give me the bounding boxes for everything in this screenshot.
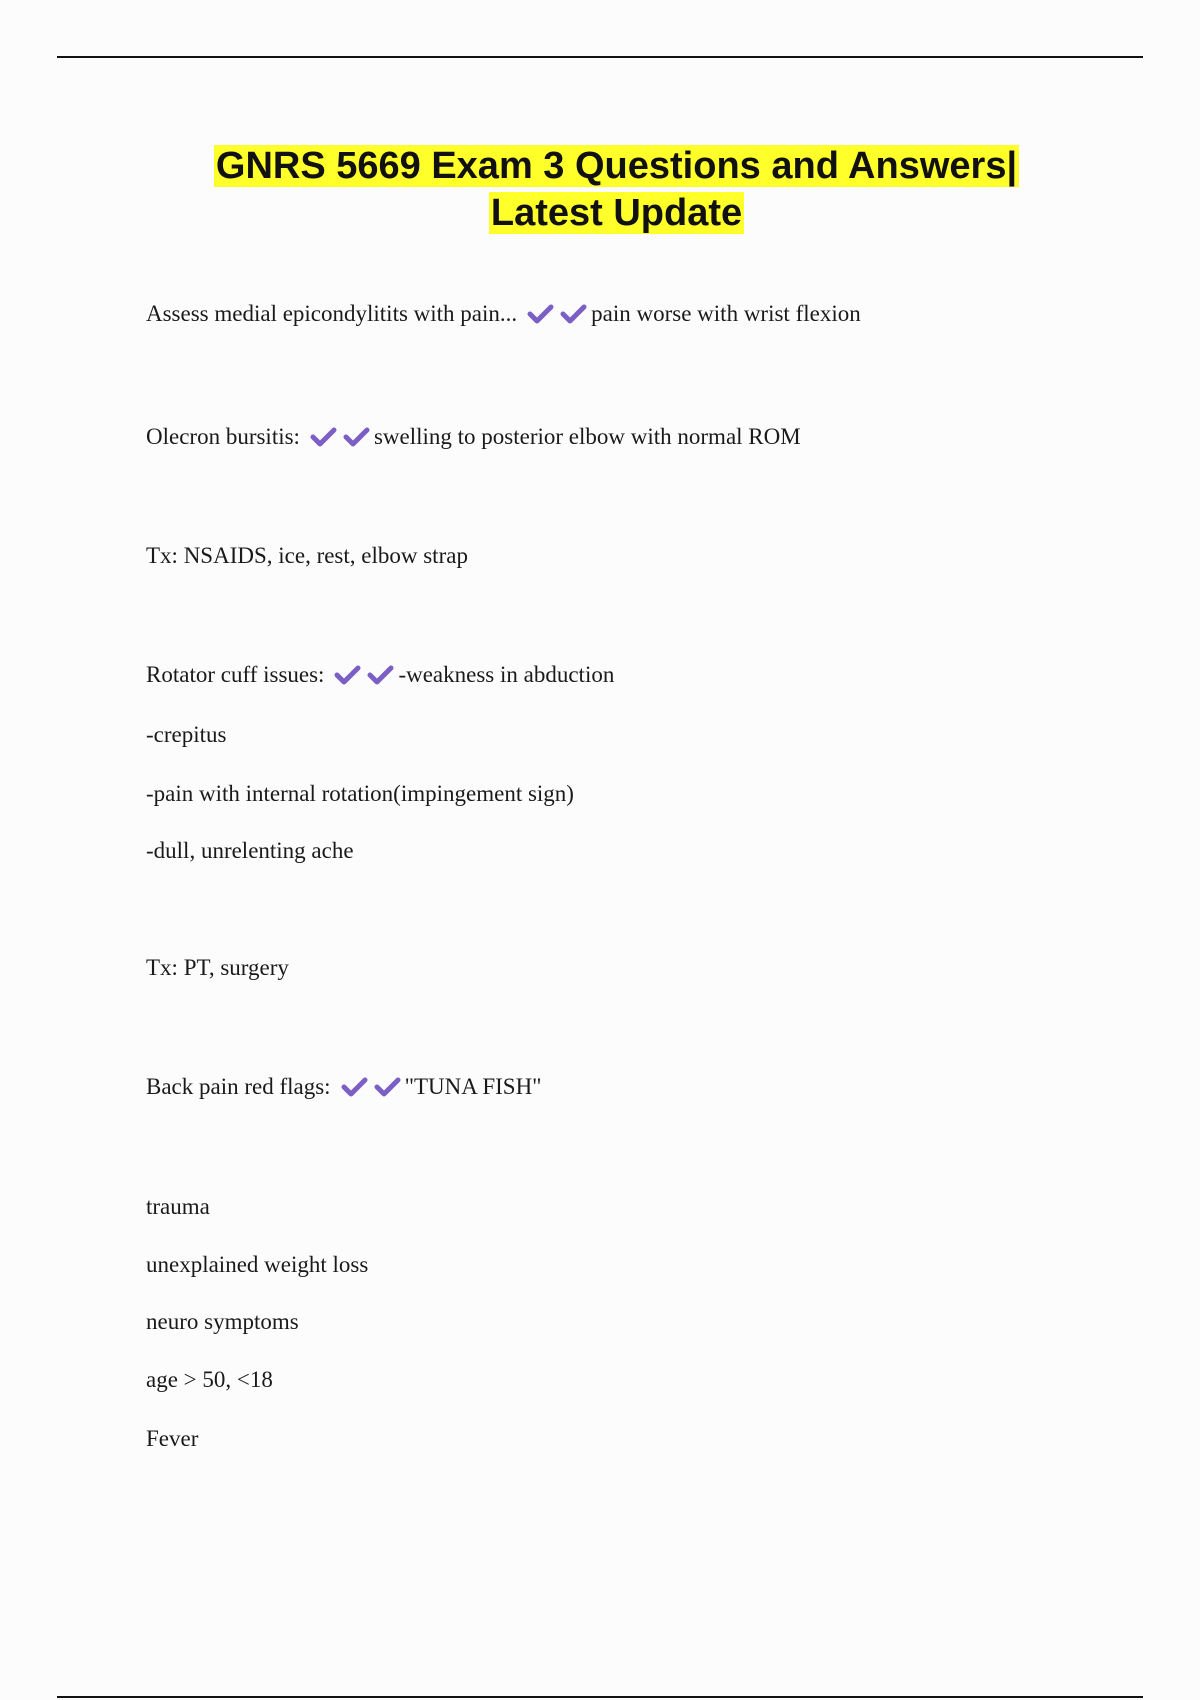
question-text: Back pain red flags: [146,1074,331,1099]
line-text: unexplained weight loss [146,1252,369,1277]
qa-item-medial-epicondylitis [146,300,861,328]
double-check-icons [334,664,394,686]
double-check-icons [341,1076,401,1098]
line-text: -dull, unrelenting ache [146,838,354,863]
question-text: Assess medial epicondylitits with pain... [146,301,518,326]
check-icon [343,426,370,448]
line-text: Fever [146,1426,199,1451]
check-icon [527,303,554,325]
check-icon [341,1076,368,1098]
line-text: age > 50, <18 [146,1367,273,1392]
text-line [146,1308,299,1336]
question-text: Olecron bursitis: [146,424,300,449]
check-icon [367,664,394,686]
line-text: neuro symptoms [146,1309,299,1334]
line-text: -crepitus [146,722,227,747]
top-rule [57,56,1143,58]
line-text: Tx: NSAIDS, ice, rest, elbow strap [146,543,468,568]
text-line [146,1425,198,1453]
text-line [146,1251,368,1279]
bottom-rule [57,1696,1143,1698]
answer-text: "TUNA FISH" [404,1074,542,1099]
double-check-icons [310,426,370,448]
text-line [146,837,354,865]
line-text: trauma [146,1194,210,1219]
line-text: Tx: PT, surgery [146,955,289,980]
text-line [146,721,226,749]
answer-text: -weakness in abduction [398,662,615,687]
check-icon [374,1076,401,1098]
qa-item-rotator-cuff [146,661,614,689]
answer-text: swelling to posterior elbow with normal ROM [373,424,801,449]
qa-item-olecron-bursitis [146,423,801,451]
answer-text: pain worse with wrist flexion [591,301,861,326]
text-line [146,780,574,808]
question-text: Rotator cuff issues: [146,662,325,687]
double-check-icons [527,303,587,325]
text-line [146,1366,273,1394]
title-line-1: GNRS 5669 Exam 3 Questions and Answers| [215,145,1018,187]
title-line-2: Latest Update [490,192,743,234]
line-text: -pain with internal rotation(impingement sign) [146,781,574,806]
text-line [146,954,289,982]
document-title [0,143,1200,237]
text-line [146,542,468,570]
qa-item-back-pain-red-flags [146,1073,542,1101]
check-icon [310,426,337,448]
text-line [146,1193,210,1221]
check-icon [560,303,587,325]
check-icon [334,664,361,686]
